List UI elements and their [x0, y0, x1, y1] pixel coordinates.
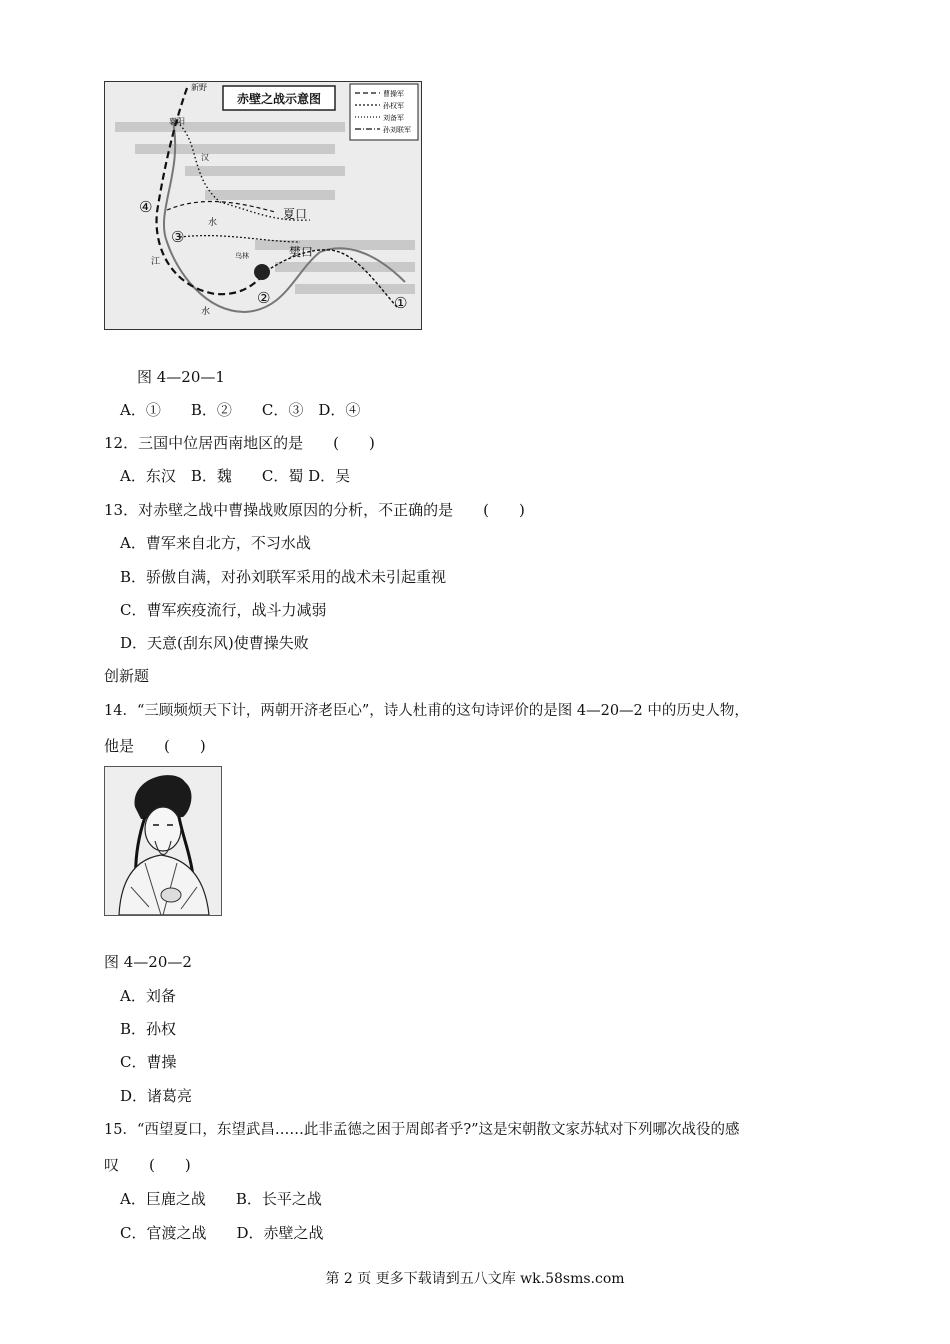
- map-drawing: [105, 82, 421, 329]
- marker-3: ③: [171, 228, 185, 246]
- face-shape: [145, 807, 181, 851]
- q14-stem-line2: 他是 ( ): [104, 737, 206, 755]
- fan-shape: [161, 888, 181, 902]
- place-jiang: 江: [151, 257, 161, 267]
- place-wulin: 乌林: [235, 252, 249, 260]
- figure-1-caption: 图 4—20—1: [137, 368, 225, 386]
- q14-option-a: A．刘备: [120, 987, 176, 1005]
- place-xiakou: 夏口: [283, 207, 308, 221]
- legend-label-1: 曹操军: [383, 90, 404, 98]
- q14-stem-line1: 14．“三顾频烦天下计，两朝开济老臣心”，诗人杜甫的这句诗评价的是图 4—20—2 中的历史人物，: [104, 703, 749, 719]
- page-footer: 第 2 页 更多下载请到五八文库 wk.58sms.com: [325, 1271, 625, 1287]
- marker-4: ④: [139, 198, 153, 216]
- place-han: 汉: [201, 153, 209, 162]
- q14-option-b: B．孙权: [120, 1020, 177, 1038]
- portrait-drawing: [105, 767, 221, 915]
- legend-label-4: 孙刘联军: [383, 126, 411, 134]
- marker-2: ②: [257, 289, 271, 307]
- q13-stem: 13．对赤壁之战中曹操战败原因的分析，不正确的是 ( ): [104, 501, 525, 519]
- q14-option-d: D．诸葛亮: [120, 1087, 193, 1105]
- legend-label-3: 刘备军: [383, 114, 404, 122]
- q12-stem: 12．三国中位居西南地区的是 ( ): [104, 434, 375, 452]
- figure-2-caption: 图 4—20—2: [104, 953, 192, 971]
- q13-option-a: A．曹军来自北方，不习水战: [120, 534, 311, 552]
- place-shui-upper: 水: [208, 218, 218, 228]
- q13-option-c: C．曹军疾疫流行，战斗力减弱: [120, 601, 327, 619]
- q15-options-row1: A．巨鹿之战 B．长平之战: [120, 1190, 322, 1208]
- q15-options-row2: C．官渡之战 D．赤壁之战: [120, 1224, 324, 1242]
- q13-option-d: D．天意(刮东风)使曹操失败: [120, 634, 309, 652]
- zhuge-liang-portrait: [104, 766, 222, 916]
- place-fankou: 樊口: [289, 245, 314, 259]
- map-title: 赤壁之战示意图: [236, 92, 322, 106]
- marker-1: ①: [394, 294, 408, 312]
- q12-options: A．东汉 B．魏 C．蜀 D．吴: [120, 467, 351, 485]
- battle-of-chibi-map: [104, 81, 422, 330]
- q14-option-c: C．曹操: [120, 1053, 177, 1071]
- q13-option-b: B．骄傲自满，对孙刘联军采用的战术未引起重视: [120, 568, 447, 586]
- section-title: 创新题: [104, 667, 150, 685]
- battle-site-mark: [254, 264, 270, 280]
- place-xinye: 新野: [191, 83, 207, 92]
- place-shui-lower: 水: [201, 307, 211, 317]
- q11-options: A．① B．② C．③ D．④: [120, 401, 361, 419]
- q15-stem-line1: 15．“西望夏口，东望武昌……此非孟德之困于周郎者乎?”这是宋朝散文家苏轼对下列哪次战役的感: [104, 1122, 740, 1138]
- place-xiangyang: 襄阳: [169, 117, 185, 126]
- legend-label-2: 孙权军: [383, 102, 404, 110]
- q15-stem-line2: 叹 ( ): [104, 1156, 191, 1174]
